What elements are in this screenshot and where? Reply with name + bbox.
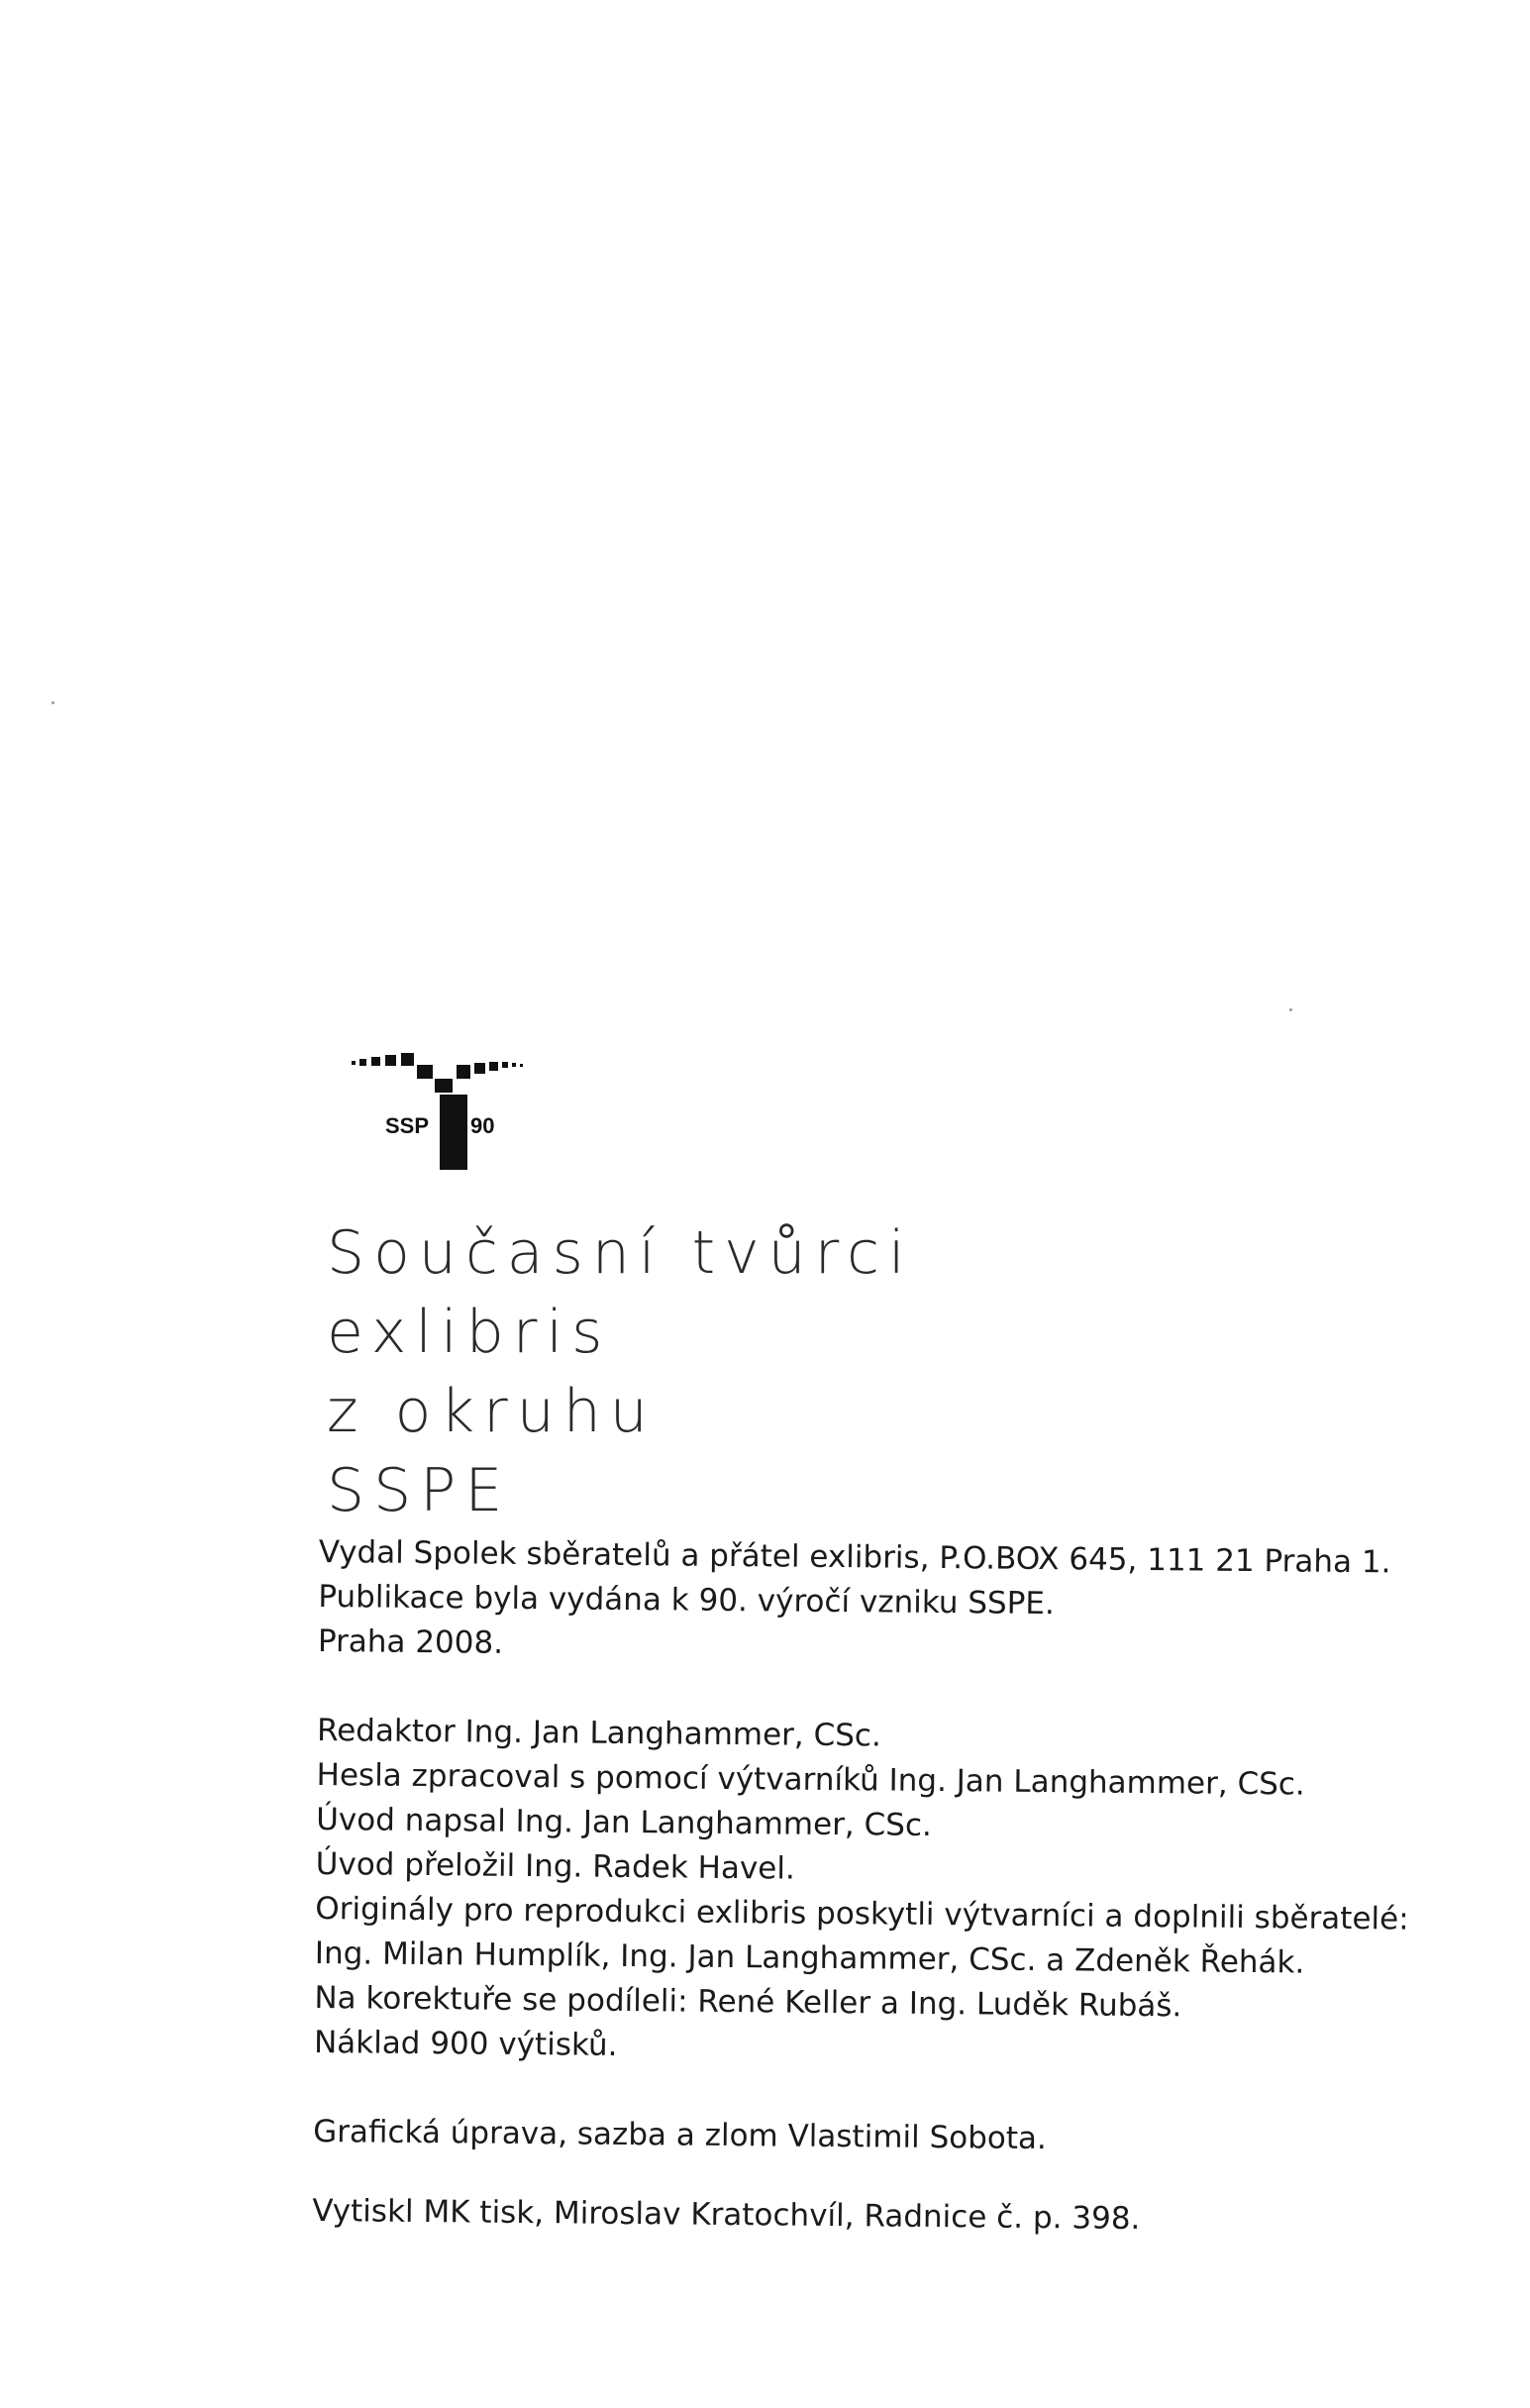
publisher-line: Praha 2008. <box>317 1623 504 1661</box>
title-line: Současní tvůrci <box>327 1218 914 1288</box>
paper-speck <box>51 701 54 704</box>
credits-line: Hesla zpracoval s pomocí výtvarníků Ing. Jan Langhammer, CSc. <box>316 1756 1305 1803</box>
book-title <box>327 1213 914 1530</box>
credits-line: Na korektuře se podíleli: René Keller a Ing. Luděk Rubáš. <box>314 1979 1182 2025</box>
title-line: SSPE <box>327 1456 512 1525</box>
design-credit: Grafická úprava, sazba a zlom Vlastimil Sobota. <box>313 2113 1048 2157</box>
credits-line: Úvod napsal Ing. Jan Langhammer, CSc. <box>316 1801 933 1843</box>
logo-text-left: SSP <box>385 1113 430 1138</box>
colophon <box>312 1530 1412 2245</box>
printer-credit: Vytiskl MK tisk, Miroslav Kratochvíl, Radnice č. p. 398. <box>312 2192 1141 2237</box>
sspe-90-logo <box>342 1035 579 1184</box>
credits-line: Originály pro reprodukci exlibris poskytli výtvarníci a doplnili sběratelé: <box>315 1890 1409 1937</box>
title-line: z okruhu <box>327 1377 657 1446</box>
credits-block <box>314 1709 1411 2076</box>
paper-speck <box>1289 1008 1292 1011</box>
credits-line: Ing. Milan Humplík, Ing. Jan Langhammer, CSc. a Zdeněk Řehák. <box>314 1935 1305 1981</box>
publisher-block <box>318 1530 1413 1675</box>
credits-line: Náklad 900 výtisků. <box>313 2024 618 2063</box>
credits-line: Úvod přeložil Ing. Radek Havel. <box>315 1845 795 1887</box>
logo-text-right: 90 <box>470 1113 495 1138</box>
publisher-line: Vydal Spolek sběratelů a přátel exlibris, P.O.BOX 645, 111 21 Praha 1. <box>318 1533 1391 1581</box>
publisher-line: Publikace byla vydána k 90. výročí vzniku SSPE. <box>318 1578 1055 1623</box>
title-line: exlibris <box>327 1298 612 1367</box>
credits-line: Redaktor Ing. Jan Langhammer, CSc. <box>316 1712 881 1754</box>
